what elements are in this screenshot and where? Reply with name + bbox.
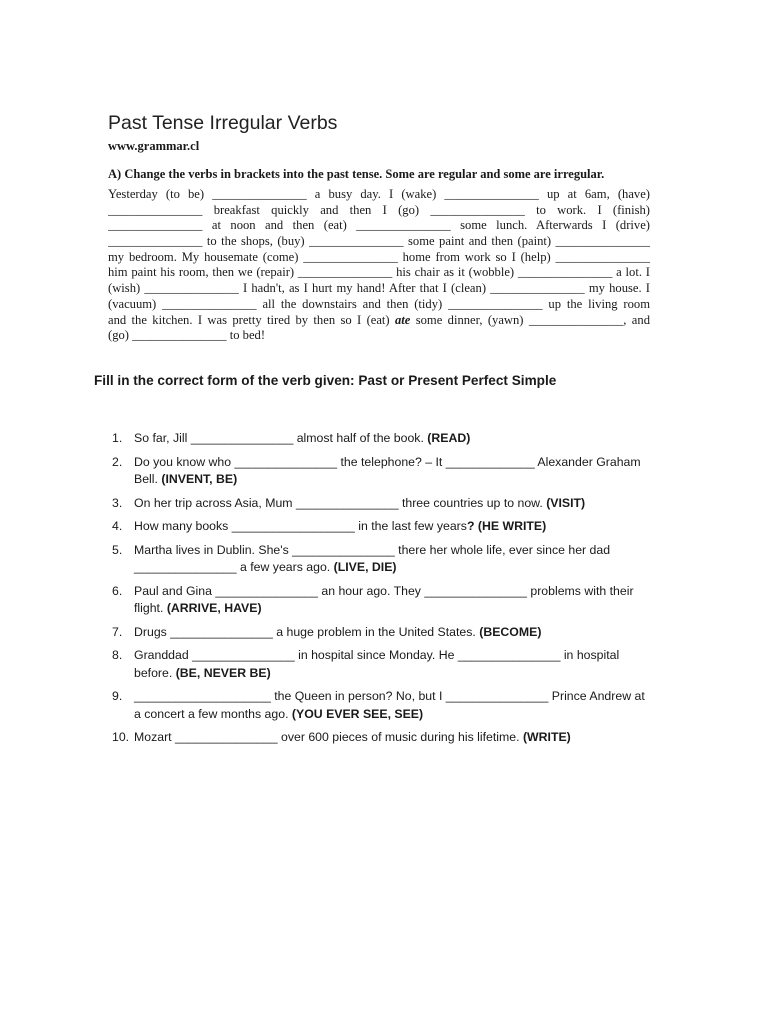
item-text: flight. <box>134 601 167 615</box>
item-number: 7. <box>112 624 123 639</box>
list-item <box>112 542 672 577</box>
list-item <box>112 624 672 642</box>
paragraph-line: my bedroom. My housemate (come) _______________ home from work so I (help) _______________ <box>108 249 650 264</box>
page-title: Past Tense Irregular Verbs <box>108 112 338 134</box>
source-url: www.grammar.cl <box>108 139 200 153</box>
list-item <box>112 454 672 489</box>
item-number: 9. <box>112 689 123 703</box>
item-number: 8. <box>112 648 123 662</box>
verb-hint: (READ) <box>427 431 471 445</box>
paragraph-line: Yesterday (to be) _______________ a busy day. I (wake) _______________ up at 6am, (have) <box>108 187 650 201</box>
example-answer: ate <box>394 312 411 327</box>
item-line <box>134 706 672 724</box>
verb-hint: (LIVE, DIE) <box>333 560 397 574</box>
item-text: _______________ a few years ago. <box>134 560 334 574</box>
paragraph-line <box>108 313 650 329</box>
item-text: a concert a few months ago. <box>134 706 292 721</box>
item-line <box>134 624 672 642</box>
item-number: 1. <box>112 431 123 445</box>
item-text: So far, Jill _______________ almost half of the book. <box>134 431 428 445</box>
item-line <box>134 430 672 448</box>
section-b-heading: Fill in the correct form of the verb given: Past or Present Perfect Simple <box>94 373 557 388</box>
item-text: ____________________ the Queen in person? No, but I _______________ Prince Andrew at <box>134 689 645 703</box>
item-text: How many books __________________ in the last few years <box>134 519 467 533</box>
item-number: 4. <box>112 519 123 533</box>
item-text: Mozart _______________ over 600 pieces of music during his lifetime. <box>134 730 523 744</box>
item-number: 3. <box>112 495 123 510</box>
list-item <box>112 583 672 618</box>
verb-hint: (BECOME) <box>479 624 542 639</box>
item-text: On her trip across Asia, Mum _______________ three countries up to now. <box>134 495 547 510</box>
item-number: 6. <box>112 583 123 598</box>
paragraph-line: _______________ breakfast quickly and then I (go) _______________ to work. I (finish) <box>108 202 650 217</box>
item-line <box>134 495 672 513</box>
item-line <box>134 729 672 747</box>
paragraph-line: him paint his room, then we (repair) _______________ his chair as it (wobble) _______________ a lot. I <box>108 265 650 280</box>
list-item <box>112 647 672 682</box>
item-line <box>134 559 672 577</box>
verb-hint: (YOU EVER SEE, SEE) <box>291 706 424 721</box>
list-item <box>112 688 672 723</box>
verb-hint: (BE, NEVER BE) <box>175 665 271 680</box>
item-line <box>134 518 672 536</box>
exercise-list <box>112 430 672 753</box>
list-item <box>112 518 672 536</box>
verb-hint: (WRITE) <box>522 730 571 744</box>
paragraph-line: _______________ at noon and then (eat) _______________ some lunch. Afterwards I (drive) <box>108 218 650 233</box>
verb-hint: ? (HE WRITE) <box>466 519 547 533</box>
item-number: 5. <box>112 542 123 557</box>
list-item <box>112 729 672 747</box>
verb-hint: (VISIT) <box>546 495 586 510</box>
list-item <box>112 495 672 513</box>
item-text: Granddad _______________ in hospital since Monday. He _______________ in hospital <box>134 648 620 662</box>
item-text: Do you know who _______________ the telephone? – It _____________ Alexander Graham <box>134 454 641 469</box>
item-number: 10. <box>112 730 130 744</box>
item-text: Bell. <box>134 472 162 486</box>
item-text: before. <box>134 665 176 680</box>
paragraph-text: some dinner, (yawn) _______________, and <box>410 312 650 327</box>
paragraph-text: and the kitchen. I was pretty tired by then so I (eat) <box>108 312 395 327</box>
item-text: Drugs _______________ a huge problem in the United States. <box>134 624 480 639</box>
item-text: Paul and Gina _______________ an hour ago. They _______________ problems with their <box>134 583 634 598</box>
item-number: 2. <box>112 454 123 469</box>
item-line <box>134 471 672 489</box>
section-a-instruction: A) Change the verbs in brackets into the past tense. Some are regular and some are irregular. <box>108 167 605 181</box>
section-a-paragraph <box>108 187 650 344</box>
verb-hint: (ARRIVE, HAVE) <box>166 601 262 615</box>
paragraph-line: _______________ to the shops, (buy) _______________ some paint and then (paint) _______________ <box>108 234 650 249</box>
paragraph-line: (vacuum) _______________ all the downstairs and then (tidy) _______________ up the living room <box>108 296 650 311</box>
item-line <box>134 665 672 683</box>
item-line <box>134 600 672 618</box>
verb-hint: (INVENT, BE) <box>161 472 238 486</box>
paragraph-line: (go) _______________ to bed! <box>108 328 266 343</box>
item-text: Martha lives in Dublin. She's _______________ there her whole life, ever since her dad <box>134 542 611 557</box>
paragraph-line: (wish) _______________ I hadn't, as I hurt my hand! After that I (clean) _______________ my house. I <box>108 281 650 296</box>
list-item <box>112 430 672 448</box>
